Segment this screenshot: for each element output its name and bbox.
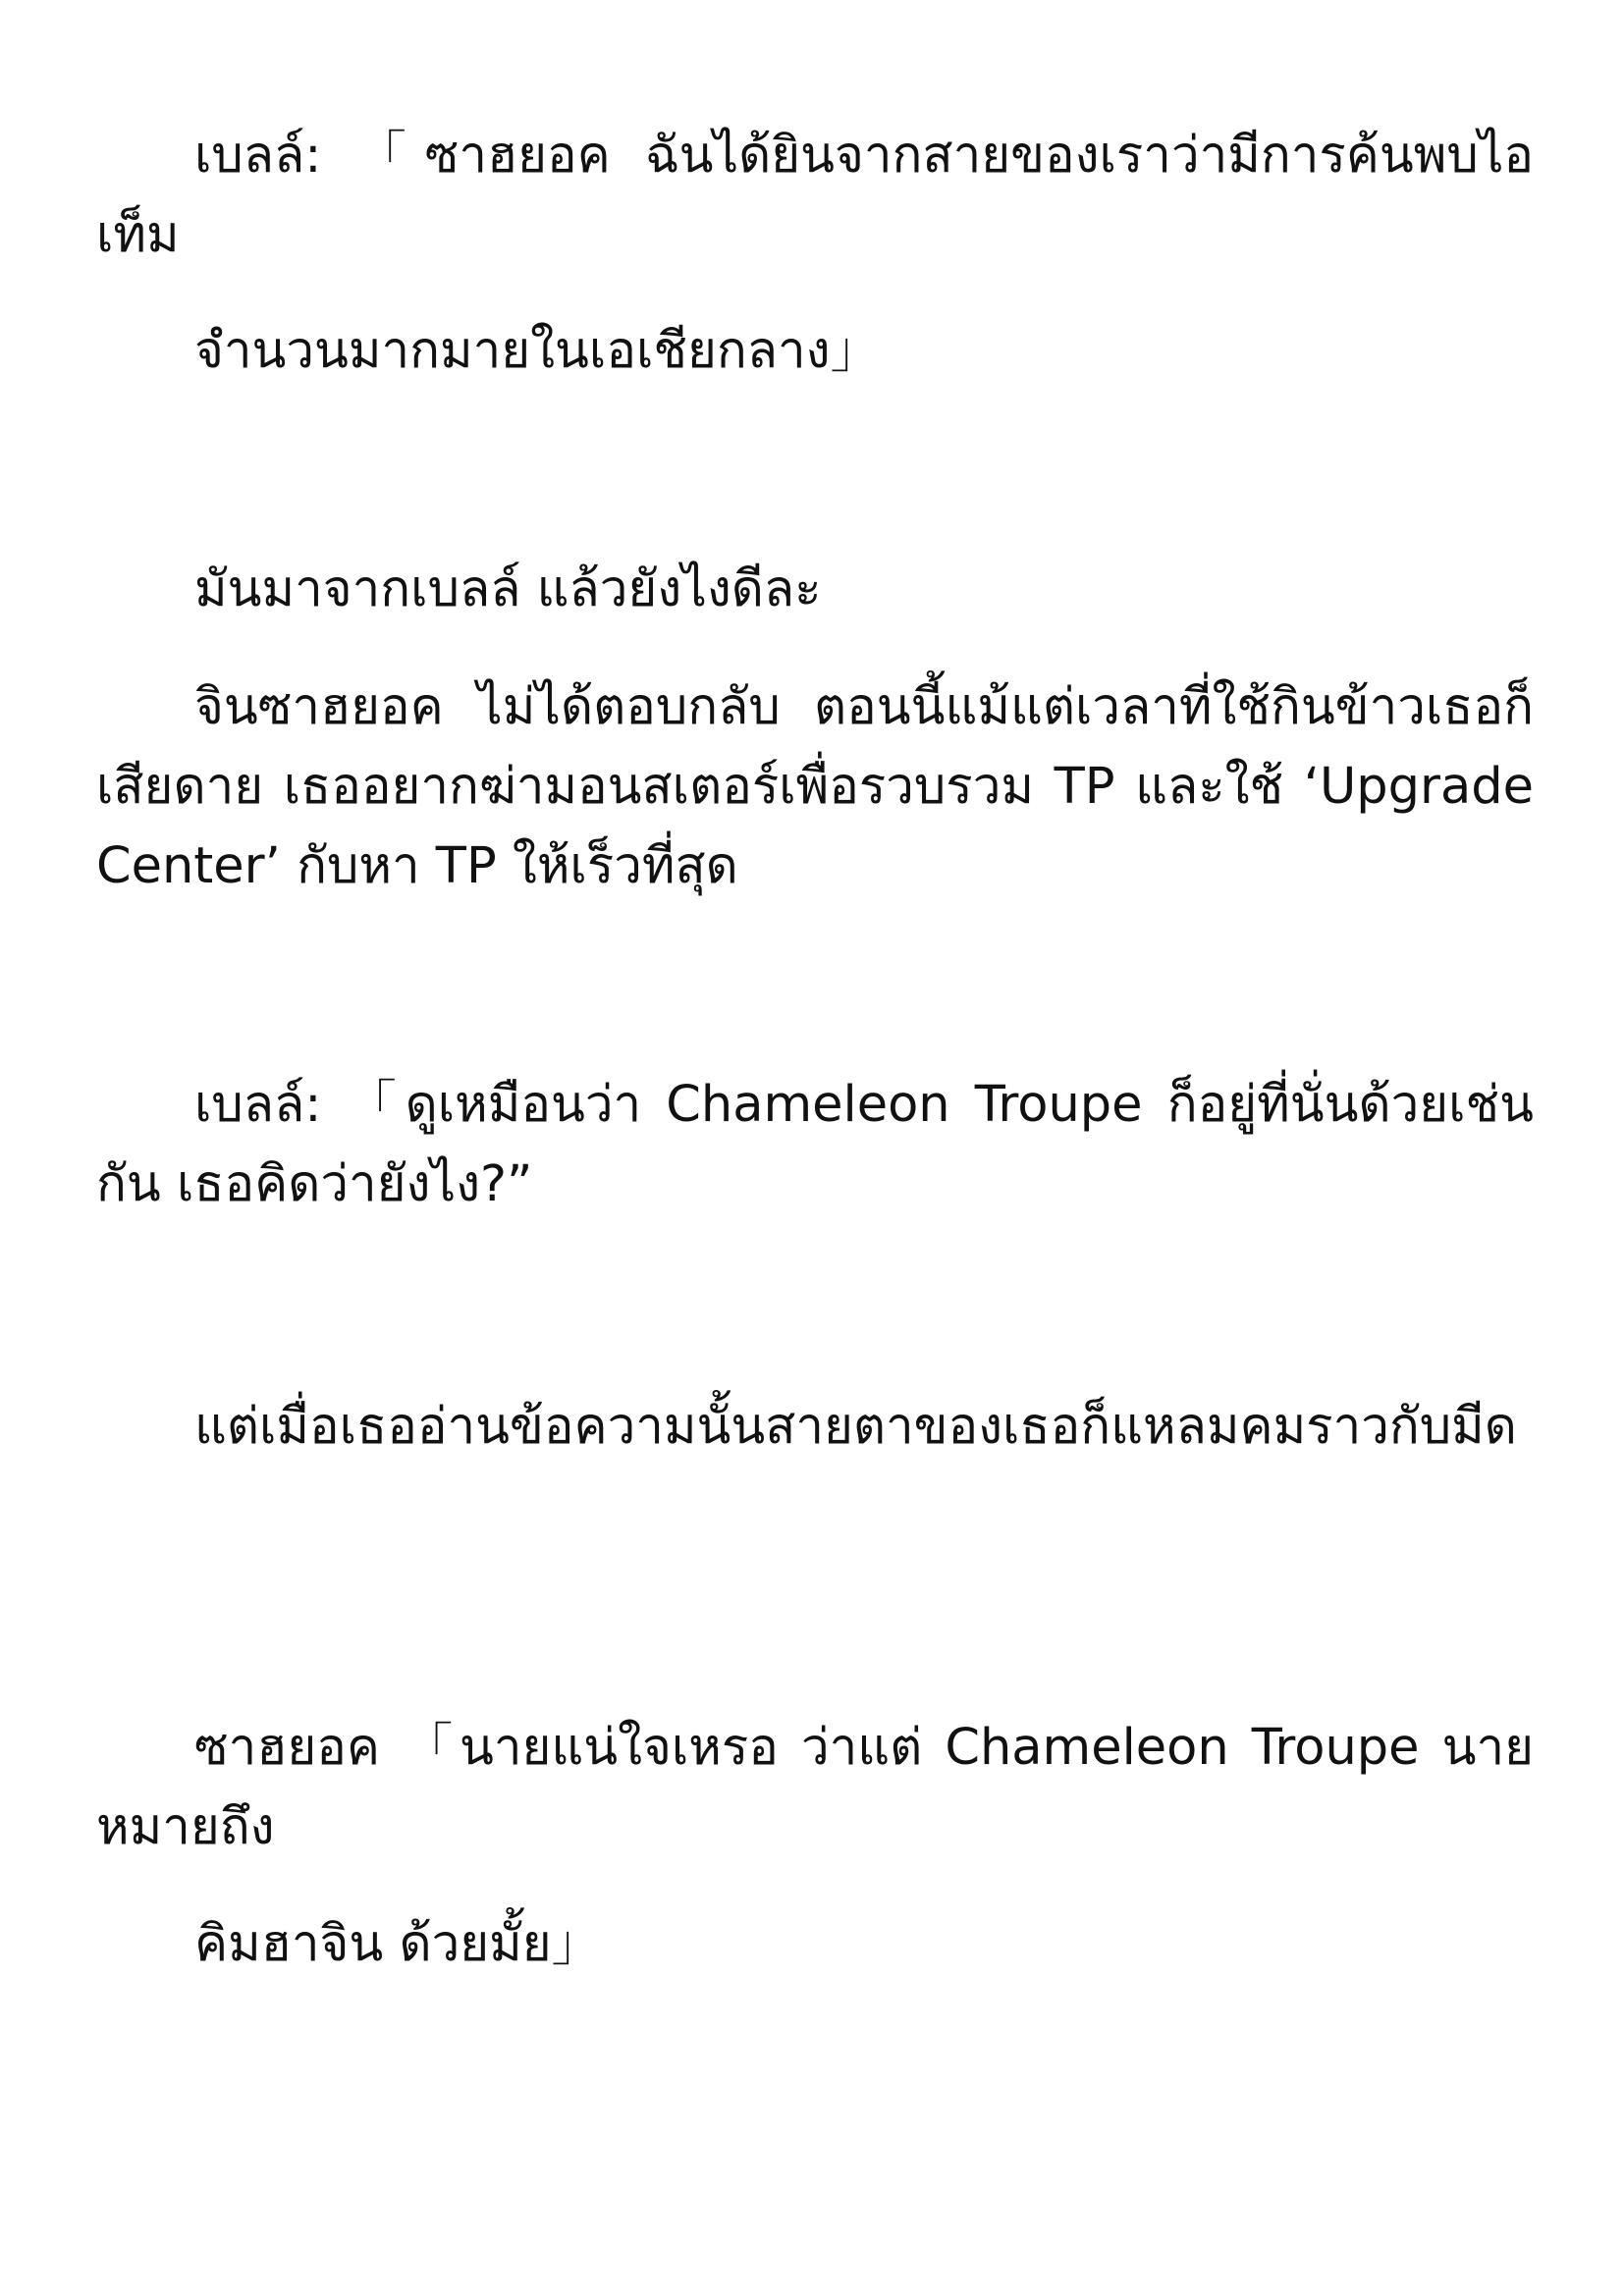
paragraph-central-asia: จำนวนมากมายในเอเชียกลาง」 <box>194 322 881 380</box>
paragraph-kim-hajin: คิมฮาจิน ด้วยมั้ย」 <box>194 1915 602 1973</box>
paragraph-from-belle: มันมาจากเบลล์ แล้วยังไงดีละ <box>194 561 822 618</box>
paragraph-are-you-sure: ซาฮยอค 「นายแน่ใจเหรอ ว่าแต่ Chameleon Troupe นายหมายถึง <box>96 1719 1534 1856</box>
paragraph-belle-items-found: เบลล์: 「ซาฮยอค ฉันได้ยินจากสายของเราว่ามีการค้นพบไอเท็ม <box>96 127 1534 264</box>
paragraph-chameleon-troupe-question: เบลล์: 「ดูเหมือนว่า Chameleon Troupe ก็อยู่ที่นั่นด้วยเช่นกัน เธอคิดว่ายังไง?” <box>96 1076 1534 1213</box>
paragraph-sharp-eyes: แต่เมื่อเธออ่านข้อความนั้นสายตาของเธอก็แหลมคมราวกับมีด <box>194 1398 1517 1456</box>
paragraph-no-reply: จินซาฮยอค ไม่ได้ตอบกลับ ตอนนี้แม้แต่เวลาที่ใช้กินข้าวเธอก็เสียดาย เธออยากฆ่ามอนสเตอร์เพื่อรวบรวม TP และใช้ ‘Upgrade Center’ กับหา TP ให้เร็วที่สุด <box>96 678 1534 895</box>
